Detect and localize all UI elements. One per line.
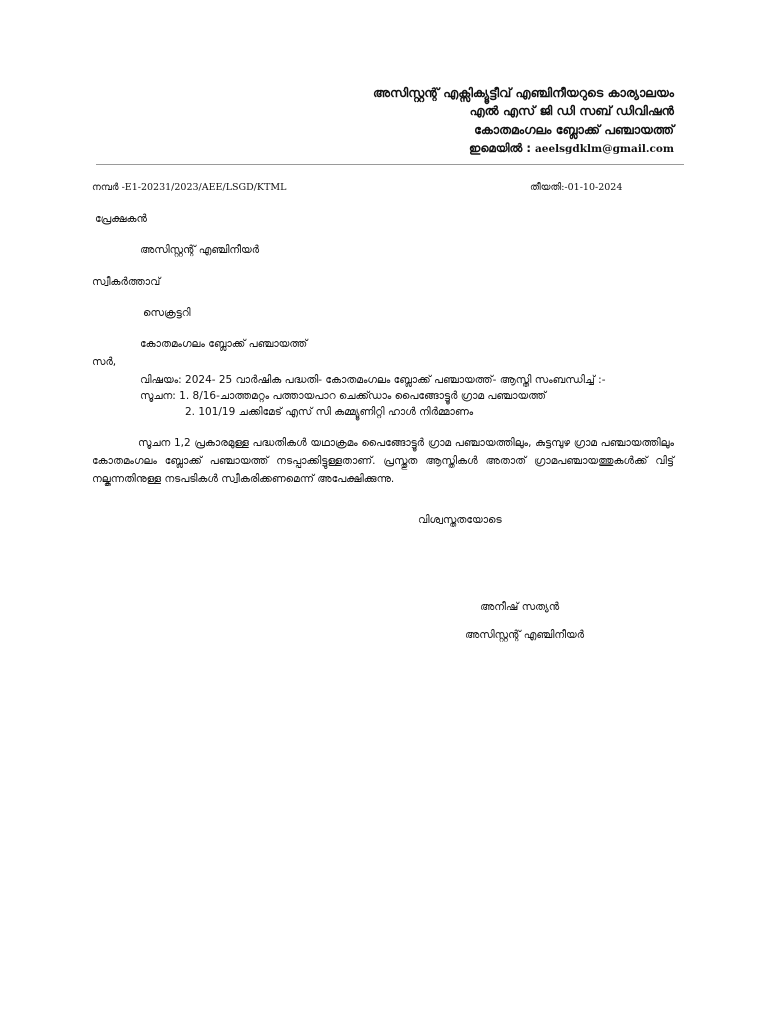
salutation: സർ, xyxy=(92,356,117,368)
sender-label: പ്രേക്ഷകൻ xyxy=(95,213,147,225)
recipient-office: കോതമംഗലം ബ്ലോക്ക് പഞ്ചായത്ത് xyxy=(140,338,308,350)
email-line xyxy=(469,143,674,155)
recipient-title: സെക്രട്ടറി xyxy=(143,307,191,319)
header-divider xyxy=(96,164,684,165)
letter-date: തീയതി:-01-10-2024 xyxy=(530,182,623,193)
sender-name: അസിസ്റ്റന്റ് എഞ്ചിനീയർ xyxy=(140,244,260,256)
recipient-label: സ്വീകർത്താവ് xyxy=(92,276,161,288)
office-title: അസിസ്റ്റന്റ് എക്സിക്യൂട്ടീവ് എഞ്ചിനീയറുടെ കാര്യാലയം xyxy=(372,85,674,100)
reference-number: നമ്പർ -E1-20231/2023/AEE/LSGD/KTML xyxy=(92,182,287,193)
reference-item-1: സൂചന: 1. 8/16-ചാത്തമറ്റം പത്തായപാറ ചെക്ക്ഡാം പൈങ്ങോട്ടൂർ ഗ്രാമ പഞ്ചായത്ത് xyxy=(140,390,546,402)
body-paragraph: സൂചന 1,2 പ്രകാരമുള്ള പദ്ധതികൾ യഥാക്രമം പൈങ്ങോട്ടൂർ ഗ്രാമ പഞ്ചായത്തിലും, കുട്ടമ്പുഴ ഗ്രാമ പഞ്ചായത്തിലും കോതമംഗലം ബ്ലോക്ക് പഞ്ചായത്ത് നടപ്പാക്കിട്ടുള്ളതാണ്. പ്രസ്തുത ആസ്തികൾ അതാത് ഗ്രാമപഞ്ചായത്തുകൾക്ക് വിട്ട് നല്കുന്നതിനുള്ള നടപടികൾ സ്വീകരിക്കണമെന്ന് അപേക്ഷിക്കുന്നു. xyxy=(92,437,674,485)
valediction: വിശ്വസ്തതയോടെ xyxy=(418,514,502,526)
block-title: കോതമംഗലം ബ്ലോക്ക് പഞ്ചായത്ത് xyxy=(474,122,674,137)
signatory-title: അസിസ്റ്റന്റ് എഞ്ചിനീയർ xyxy=(465,629,585,641)
email-label: ഇമെയിൽ : xyxy=(469,141,535,155)
signatory-name: അനീഷ് സത്യൻ xyxy=(480,601,560,613)
subdivision-title: എൽ എസ് ജി ഡി സബ് ഡിവിഷൻ xyxy=(469,103,674,118)
reference-item-2: 2. 101/19 ചക്കിമേട് എസ് സി കമ്മ്യൂണിറ്റി ഹാൾ നിർമ്മാണം xyxy=(185,406,474,418)
email-address: aeelsgdklm@gmail.com xyxy=(534,143,674,155)
subject-line: വിഷയം: 2024- 25 വാർഷിക പദ്ധതി- കോതമംഗലം ബ്ലോക്ക് പഞ്ചായത്ത്- ആസ്തി സംബന്ധിച്ച് :- xyxy=(140,374,606,386)
